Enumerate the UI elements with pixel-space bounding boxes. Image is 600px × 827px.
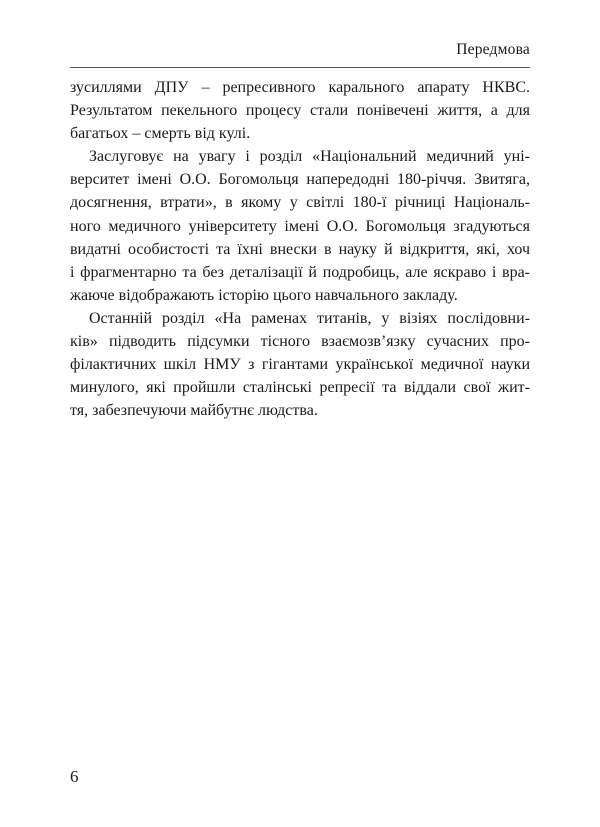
text-line: і фрагментарно та без деталізації й подробиць, але яскраво і вра- xyxy=(70,263,530,281)
text-line: філактичних шкіл НМУ з гігантами української медичної науки xyxy=(70,356,530,374)
text-line: минулого, які пройшли сталінські репресії та віддали свої жит- xyxy=(70,379,530,397)
text-line: ного медичного університету імені О.О. Богомольця згадуються xyxy=(70,217,530,235)
page-number: 6 xyxy=(70,767,79,786)
text-line: багатьох – смерть від кулі. xyxy=(70,125,251,143)
text-line: Заслуговує на увагу і розділ «Національний медичний уні- xyxy=(89,148,530,166)
paragraph-2 xyxy=(70,145,530,307)
text-line: досягнення, втрати», в якому у світлі 180-ї річниці Національ- xyxy=(70,194,530,212)
text-line: Останній розділ «На раменах титанів, у візіях послідовни- xyxy=(89,309,530,327)
paragraph-3 xyxy=(70,307,530,422)
text-line: ків» підводить підсумки тісного взаємозв’язку сучасних про- xyxy=(70,333,530,351)
text-line: верситет імені О.О. Богомольця напередодні 180-річчя. Звитяга, xyxy=(70,171,530,189)
text-line: видатні особистості та їхні внески в науку й відкриття, які, хоч xyxy=(70,240,530,258)
body-text xyxy=(70,76,530,422)
running-head-title: Передмова xyxy=(456,41,530,58)
text-line: зусиллями ДПУ – репресивного карального апарату НКВС. xyxy=(70,79,530,96)
text-line: жаюче відображають історію цього навчального закладу. xyxy=(70,286,458,304)
text-line: тя, забезпечуючи майбутнє людства. xyxy=(70,402,318,420)
paragraph-1 xyxy=(70,76,530,145)
text-line: Результатом пекельного процесу стали понівечені життя, а для xyxy=(70,102,530,120)
header-divider xyxy=(70,67,530,68)
